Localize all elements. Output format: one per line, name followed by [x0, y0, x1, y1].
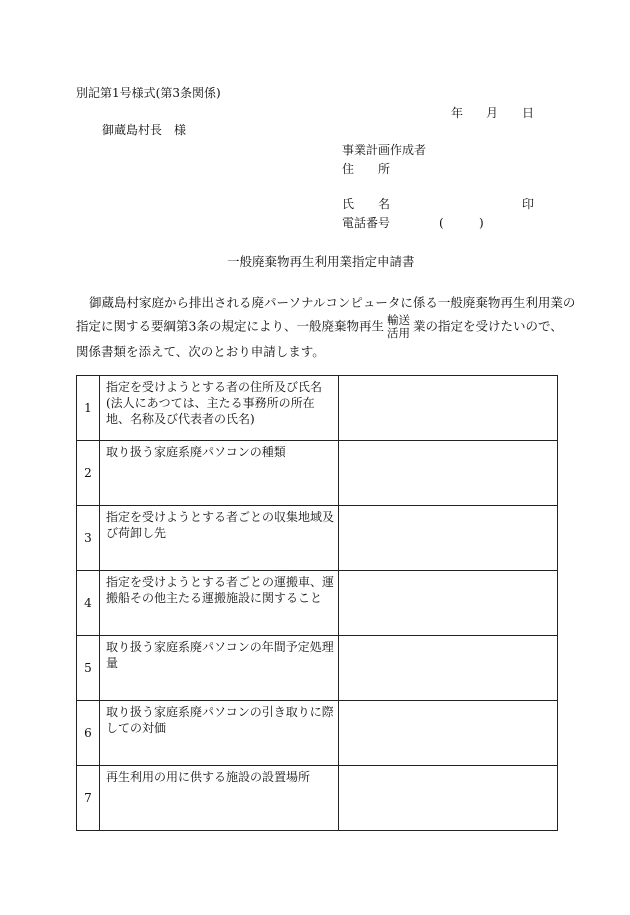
- table-row: [77, 571, 558, 636]
- row-number: 6: [77, 701, 100, 766]
- seal-mark: 印: [522, 197, 535, 211]
- row-item: 指定を受けようとする者ごとの収集地域及び荷卸し先: [100, 506, 339, 571]
- address-label: 住 所: [342, 162, 391, 176]
- row-item: 指定を受けようとする者ごとの運搬車、運搬船その他主たる運搬施設に関すること: [100, 571, 339, 636]
- row-answer-field[interactable]: [339, 636, 558, 701]
- row-number: 2: [77, 441, 100, 506]
- row-answer-field[interactable]: [339, 506, 558, 571]
- date-year-label: 年: [451, 106, 464, 120]
- row-item: 指定を受けようとする者の住所及び氏名(法人にあつては、主たる事務所の所在地、名称及び代表者の氏名): [100, 376, 339, 441]
- row-item: 再生利用の用に供する施設の設置場所: [100, 766, 339, 831]
- addressee: 御蔵島村長 様: [102, 123, 187, 137]
- table-row: [77, 376, 558, 441]
- application-paragraph: [76, 291, 576, 363]
- date-day-label: 日: [522, 106, 535, 120]
- row-item: 取り扱う家庭系廃パソコンの年間予定処理量: [100, 636, 339, 701]
- row-answer-field[interactable]: [339, 376, 558, 441]
- table-row: [77, 701, 558, 766]
- table-row: [77, 636, 558, 701]
- date-month-label: 月: [486, 106, 499, 120]
- stacked-option: [387, 314, 410, 340]
- row-number: 5: [77, 636, 100, 701]
- paragraph-line-2: [76, 314, 566, 340]
- option-bottom: 活用: [386, 326, 410, 340]
- row-item: 取り扱う家庭系廃パソコンの引き取りに際しての対価: [100, 701, 339, 766]
- row-number: 4: [77, 571, 100, 636]
- paragraph-line-1: 御蔵島村家庭から排出される廃パーソナルコンピュータに係る一般廃棄物再生利用業の: [89, 295, 576, 310]
- row-number: 1: [77, 376, 100, 441]
- application-table: [76, 375, 558, 831]
- option-top: 輸送: [386, 313, 410, 327]
- row-number: 7: [77, 766, 100, 831]
- table-row: [77, 441, 558, 506]
- name-label: 氏 名: [342, 197, 391, 211]
- row-answer-field[interactable]: [339, 571, 558, 636]
- row-number: 3: [77, 506, 100, 571]
- row-answer-field[interactable]: [339, 701, 558, 766]
- row-item: 取り扱う家庭系廃パソコンの種類: [100, 441, 339, 506]
- row-answer-field[interactable]: [339, 766, 558, 831]
- phone-paren-close: ): [479, 216, 484, 230]
- paragraph-line-2-after: 業の指定を受けたいので、: [412, 318, 563, 334]
- form-reference: 別記第1号様式(第3条関係): [76, 86, 221, 100]
- applicant-role: 事業計画作成者: [342, 143, 427, 157]
- row-answer-field[interactable]: [339, 441, 558, 506]
- paragraph-line-3: 関係書類を添えて、次のとおり申請します。: [76, 344, 325, 359]
- table-row: [77, 506, 558, 571]
- phone-paren-open: (: [439, 216, 444, 230]
- document-title: 一般廃棄物再生利用業指定申請書: [227, 254, 415, 269]
- phone-label: 電話番号: [342, 216, 391, 230]
- table-row: [77, 766, 558, 831]
- paragraph-line-2-before: 指定に関する要綱第3条の規定により、一般廃棄物再生: [76, 318, 384, 334]
